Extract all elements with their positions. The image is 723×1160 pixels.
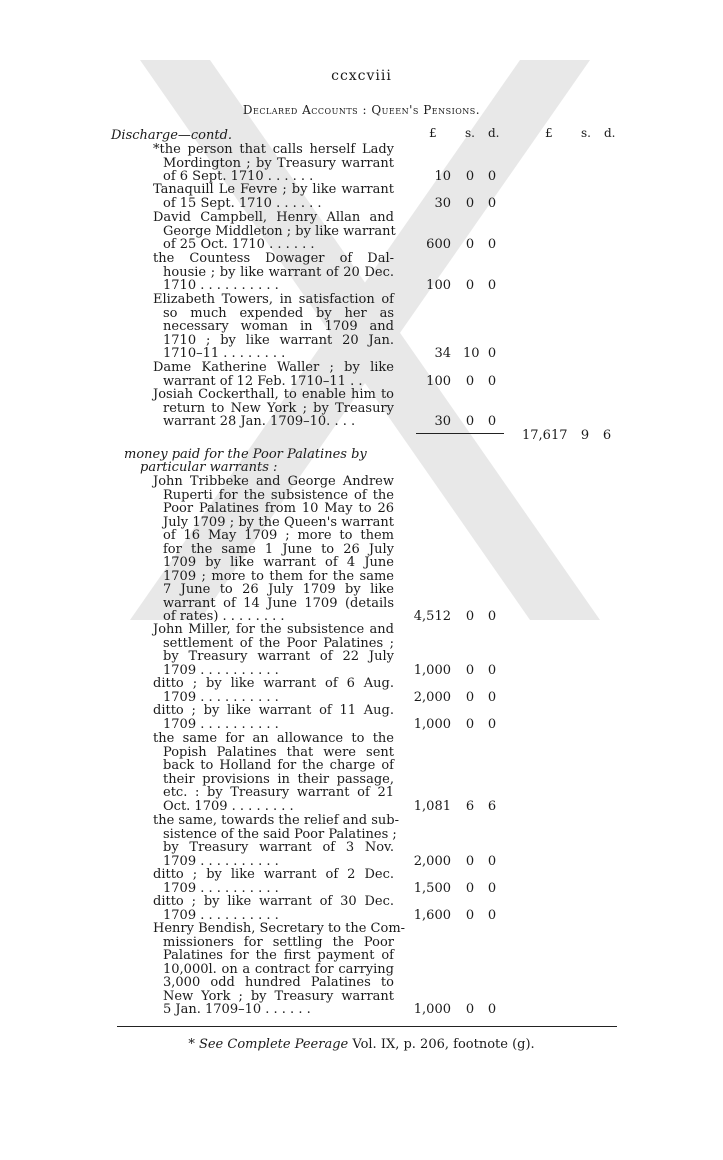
entry-text-line: *the person that calls herself Lady (153, 142, 394, 157)
footnote-rule (117, 1026, 617, 1027)
col-pound-total: £ (545, 126, 553, 140)
amount-shillings: 0 (465, 414, 475, 429)
discharge-entry (153, 361, 394, 388)
entry-text-line: ditto ; by like warrant of 11 Aug. (153, 703, 394, 718)
amount-pounds: 30 (434, 195, 451, 211)
amount-pounds: 34 (434, 346, 451, 361)
amount-pence: 0 (487, 169, 497, 184)
entry-text-line: 1709 ; more to them for the same (163, 568, 394, 584)
amount-pence: 0 (487, 907, 497, 923)
entry-text-line: 1709 . . . . . . . . . . (163, 907, 279, 923)
amount-shillings: 0 (465, 278, 475, 293)
amount-pence: 0 (487, 609, 497, 624)
amount-pence: 6 (487, 798, 497, 814)
entry-text-line: housie ; by like warrant of 20 Dec. (163, 264, 394, 280)
discharge-entry (153, 143, 394, 184)
entry-text-line: Elizabeth Towers, in satisfaction of (153, 292, 394, 307)
palatine-entry (153, 895, 394, 922)
section-heading-discharge: Discharge—contd. (111, 128, 233, 143)
amount-pence: 0 (487, 346, 497, 361)
entry-text-line: ditto ; by like warrant of 30 Dec. (153, 894, 394, 909)
entry-text-line: Popish Palatines that were sent (163, 744, 394, 760)
entry-text-line: etc. : by Treasury warrant of 21 (163, 785, 394, 800)
amount-pounds: 1,000 (413, 1002, 451, 1017)
entry-text-line: their provisions in their passage, (163, 771, 394, 787)
discharge-entry (153, 293, 394, 361)
col-pound: £ (429, 126, 437, 140)
col-pence-total: d. (604, 126, 616, 140)
entry-text-line: for the same 1 June to 26 July (163, 541, 394, 557)
amount-pence: 0 (487, 278, 497, 293)
amount-shillings: 0 (465, 1002, 475, 1017)
palatines-heading-line-1: money paid for the Poor Palatines by (124, 447, 367, 462)
subtotal-rule (416, 433, 504, 434)
amount-shillings: 6 (465, 798, 475, 814)
amount-shillings: 0 (465, 880, 475, 896)
palatine-entry (153, 921, 406, 1017)
amount-shillings: 0 (465, 373, 475, 389)
total-pounds: 17,617 (522, 428, 568, 443)
entry-text-line: of 6 Sept. 1710 . . . . . . (163, 169, 314, 184)
col-pence: d. (488, 126, 500, 140)
entry-text-line: return to New York ; by Treasury (163, 400, 394, 416)
amount-pence: 0 (487, 195, 497, 211)
entry-text-line: the same for an allowance to the (153, 731, 394, 746)
amount-pence: 0 (487, 689, 497, 705)
entry-text-line: 10,000l. on a contract for carrying (163, 961, 394, 977)
amount-pence: 0 (487, 373, 497, 389)
entry-text-line: of rates) . . . . . . . . (163, 609, 285, 624)
amount-pounds: 4,512 (413, 609, 451, 624)
entry-text-line: ditto ; by like warrant of 6 Aug. (153, 676, 394, 691)
running-header: Declared Accounts : Queen's Pensions. (242, 103, 481, 117)
entry-text-line: Josiah Cockerthall, to enable him to (153, 387, 394, 402)
amount-pence: 0 (487, 662, 497, 678)
amount-pence: 0 (487, 716, 497, 732)
footnote-italic: See Complete Peerage (198, 1037, 349, 1052)
entry-text-line: George Middleton ; by like warrant (163, 223, 396, 239)
amount-pounds: 600 (426, 237, 451, 252)
amount-pence: 0 (487, 880, 497, 896)
amount-pence: 0 (487, 1002, 497, 1017)
discharge-entry (153, 211, 394, 252)
amount-pounds: 2,000 (413, 853, 451, 869)
entry-text-line: warrant 28 Jan. 1709–10. . . . (163, 414, 356, 429)
entry-text-line: 1710–11 . . . . . . . . (163, 346, 286, 361)
amount-shillings: 0 (465, 169, 475, 184)
entry-text-line: 1709 . . . . . . . . . . (163, 689, 279, 705)
amount-shillings: 0 (465, 907, 475, 923)
footnote-text: Vol. IX, p. 206, footnote (g). (352, 1037, 535, 1052)
entry-text-line: sistence of the said Poor Palatines ; (163, 826, 397, 842)
footnote (0, 1037, 723, 1052)
amount-pounds: 2,000 (413, 689, 451, 705)
entry-text-line: Henry Bendish, Secretary to the Com- (153, 921, 406, 936)
entry-text-line: John Miller, for the subsistence and (153, 622, 394, 637)
entry-text-line: ditto ; by like warrant of 2 Dec. (153, 867, 394, 882)
entry-text-line: by Treasury warrant of 22 July (163, 649, 394, 664)
entry-text-line: John Tribbeke and George Andrew (153, 474, 394, 489)
footnote-star: * (188, 1037, 195, 1052)
amount-shillings: 0 (465, 716, 475, 732)
entry-text-line: 1709 by like warrant of 4 June (163, 555, 394, 570)
palatine-entry (153, 704, 394, 731)
entry-text-line: July 1709 ; by the Queen's warrant (163, 514, 394, 530)
page-number: ccxcviii (331, 68, 392, 84)
amount-pence: 0 (487, 414, 497, 429)
amount-shillings: 10 (463, 346, 480, 361)
entry-text-line: Poor Palatines from 10 May to 26 (163, 501, 394, 516)
amount-pounds: 1,081 (413, 798, 451, 814)
amount-pence: 0 (487, 237, 497, 252)
entry-text-line: New York ; by Treasury warrant (163, 988, 394, 1004)
amount-shillings: 0 (465, 195, 475, 211)
entry-text-line: David Campbell, Henry Allan and (153, 210, 394, 225)
entry-text-line: back to Holland for the charge of (163, 758, 394, 773)
amount-pounds: 1,000 (413, 662, 451, 678)
amount-pounds: 100 (426, 278, 451, 293)
entry-text-line: Dame Katherine Waller ; by like (153, 360, 394, 375)
amount-pounds: 1,000 (413, 716, 451, 732)
entry-text-line: Tanaquill Le Fevre ; by like warrant (153, 182, 394, 197)
amount-pounds: 1,600 (413, 907, 451, 923)
palatine-entry (153, 813, 400, 869)
palatine-entry (153, 623, 394, 677)
entry-text-line: warrant of 12 Feb. 1710–11 . . (163, 373, 363, 389)
amount-shillings: 0 (465, 689, 475, 705)
entry-text-line: the same, towards the relief and sub- (153, 813, 400, 828)
entry-text-line: necessary woman in 1709 and (163, 319, 394, 334)
entry-text-line: warrant of 14 June 1709 (details (163, 595, 394, 611)
entry-text-line: 1709 . . . . . . . . . . (163, 662, 279, 678)
entry-text-line: of 15 Sept. 1710 . . . . . . (163, 195, 322, 211)
palatine-entry (153, 868, 394, 895)
entry-text-line: the Countess Dowager of Dal- (153, 251, 394, 266)
entry-text-line: by Treasury warrant of 3 Nov. (163, 840, 394, 855)
entry-text-line: 1710 ; by like warrant 20 Jan. (163, 332, 394, 348)
col-shilling-total: s. (581, 126, 591, 140)
amount-shillings: 0 (465, 609, 475, 624)
entry-text-line: so much expended by her as (163, 305, 394, 321)
total-pence: 6 (602, 428, 612, 443)
amount-shillings: 0 (465, 237, 475, 252)
entry-text-line: of 25 Oct. 1710 . . . . . . (163, 237, 315, 252)
amount-shillings: 0 (465, 662, 475, 678)
entry-text-line: of 16 May 1709 ; more to them (163, 528, 394, 543)
col-shilling: s. (465, 126, 475, 140)
palatine-entry (153, 732, 394, 813)
total-shillings: 9 (580, 428, 590, 443)
amount-pence: 0 (487, 853, 497, 869)
amount-pounds: 100 (426, 373, 451, 389)
entry-text-line: Palatines for the first payment of (163, 948, 394, 963)
entry-text-line: 1710 . . . . . . . . . . (163, 278, 279, 293)
palatines-heading-line-2: particular warrants : (140, 460, 278, 475)
entry-text-line: 1709 . . . . . . . . . . (163, 716, 279, 732)
entry-text-line: settlement of the Poor Palatines ; (163, 635, 394, 651)
discharge-entry (153, 388, 394, 429)
amount-pounds: 1,500 (413, 880, 451, 896)
entry-text-line: Oct. 1709 . . . . . . . . (163, 798, 294, 814)
entry-text-line: 5 Jan. 1709–10 . . . . . . (163, 1002, 311, 1017)
entry-text-line: missioners for settling the Poor (163, 934, 394, 950)
entry-text-line: 1709 . . . . . . . . . . (163, 853, 279, 869)
entry-text-line: 1709 . . . . . . . . . . (163, 880, 279, 896)
amount-pounds: 10 (434, 169, 451, 184)
amount-shillings: 0 (465, 853, 475, 869)
palatine-entry (153, 475, 394, 624)
entry-text-line: 7 June to 26 July 1709 by like (163, 582, 394, 597)
discharge-entry (153, 183, 394, 210)
palatine-entry (153, 677, 394, 704)
amount-pounds: 30 (434, 414, 451, 429)
discharge-entry (153, 252, 394, 293)
entry-text-line: Ruperti for the subsistence of the (163, 487, 394, 503)
entry-text-line: Mordington ; by Treasury warrant (163, 155, 394, 171)
entry-text-line: 3,000 odd hundred Palatines to (163, 975, 394, 990)
